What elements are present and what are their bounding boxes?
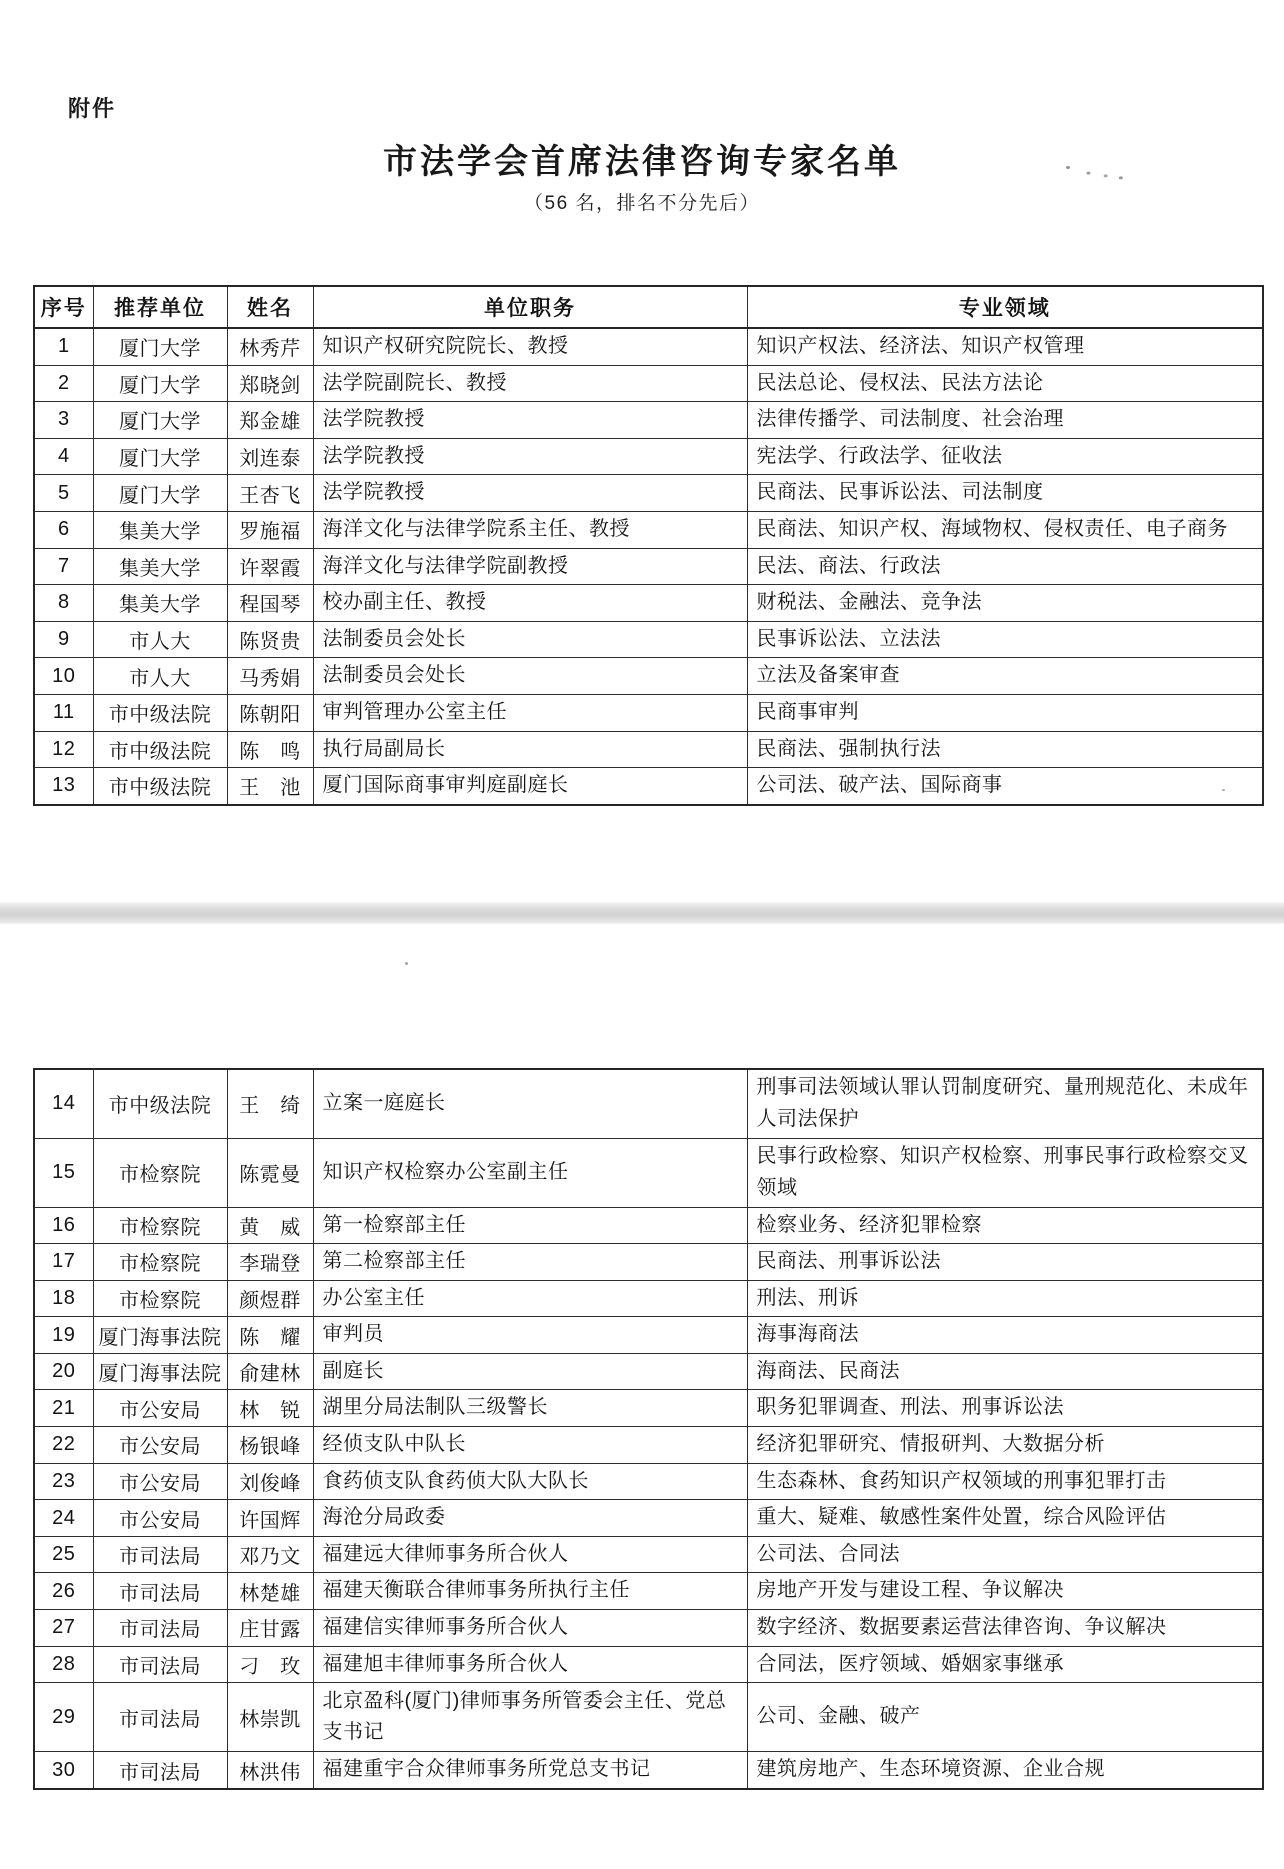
cell-name: 俞建林 xyxy=(227,1353,313,1390)
table-row xyxy=(34,585,1263,622)
cell-position: 福建旭丰律师事务所合伙人 xyxy=(313,1646,747,1683)
cell-name: 庄甘露 xyxy=(227,1610,313,1647)
cell-name: 马秀娟 xyxy=(227,658,313,695)
cell-unit: 市检察院 xyxy=(93,1138,227,1207)
cell-name: 杨银峰 xyxy=(227,1427,313,1464)
table-row xyxy=(34,1244,1263,1281)
cell-no: 19 xyxy=(34,1317,93,1354)
cell-no: 16 xyxy=(34,1207,93,1244)
cell-no: 12 xyxy=(34,731,93,768)
cell-no: 14 xyxy=(34,1069,93,1138)
table-row xyxy=(34,1427,1263,1464)
cell-unit: 市中级法院 xyxy=(93,768,227,805)
cell-no: 5 xyxy=(34,475,93,512)
cell-name: 颜煜群 xyxy=(227,1280,313,1317)
cell-no: 13 xyxy=(34,768,93,805)
cell-no: 17 xyxy=(34,1244,93,1281)
table-row xyxy=(34,1573,1263,1610)
cell-field: 建筑房地产、生态环境资源、企业合规 xyxy=(747,1752,1263,1789)
cell-field: 民商法、刑事诉讼法 xyxy=(747,1244,1263,1281)
cell-field: 公司法、合同法 xyxy=(747,1536,1263,1573)
cell-position: 海洋文化与法律学院副教授 xyxy=(313,548,747,585)
table-row xyxy=(34,511,1263,548)
cell-field: 公司、金融、破产 xyxy=(747,1683,1263,1752)
cell-position: 湖里分局法制队三级警长 xyxy=(313,1390,747,1427)
cell-position: 立案一庭庭长 xyxy=(313,1069,747,1138)
cell-position: 法学院副院长、教授 xyxy=(313,365,747,402)
table-row xyxy=(34,1317,1263,1354)
cell-no: 29 xyxy=(34,1683,93,1752)
cell-position: 法学院教授 xyxy=(313,438,747,475)
cell-field: 生态森林、食药知识产权领域的刑事犯罪打击 xyxy=(747,1463,1263,1500)
cell-unit: 市中级法院 xyxy=(93,694,227,731)
cell-name: 罗施福 xyxy=(227,511,313,548)
cell-name: 刘俊峰 xyxy=(227,1463,313,1500)
cell-name: 林洪伟 xyxy=(227,1752,313,1789)
cell-field: 知识产权法、经济法、知识产权管理 xyxy=(747,328,1263,365)
cell-unit: 厦门海事法院 xyxy=(93,1317,227,1354)
cell-no: 11 xyxy=(34,694,93,731)
cell-unit: 厦门大学 xyxy=(93,328,227,365)
table-row xyxy=(34,1610,1263,1647)
cell-name: 郑金雄 xyxy=(227,402,313,439)
cell-position: 办公室主任 xyxy=(313,1280,747,1317)
column-header-field: 专业领域 xyxy=(747,286,1263,328)
page-separator-band xyxy=(0,903,1284,923)
table-row xyxy=(34,1207,1263,1244)
attachment-label: 附件 xyxy=(68,96,117,121)
cell-position: 食药侦支队食药侦大队大队长 xyxy=(313,1463,747,1500)
cell-position: 海沧分局政委 xyxy=(313,1500,747,1537)
cell-field: 民商法、强制执行法 xyxy=(747,731,1263,768)
table-row xyxy=(34,621,1263,658)
cell-field: 海商法、民商法 xyxy=(747,1353,1263,1390)
cell-field: 检察业务、经济犯罪检察 xyxy=(747,1207,1263,1244)
cell-position: 北京盈科(厦门)律师事务所管委会主任、党总支书记 xyxy=(313,1683,747,1752)
cell-position: 法制委员会处长 xyxy=(313,658,747,695)
expert-roster-table-page2 xyxy=(33,1068,1264,1790)
cell-unit: 市中级法院 xyxy=(93,1069,227,1138)
column-header-no: 序号 xyxy=(34,286,93,328)
cell-name: 林秀芹 xyxy=(227,328,313,365)
table-header xyxy=(34,286,1263,328)
cell-unit: 市公安局 xyxy=(93,1463,227,1500)
table-header-row xyxy=(34,286,1263,328)
table-row xyxy=(34,694,1263,731)
cell-field: 经济犯罪研究、情报研判、大数据分析 xyxy=(747,1427,1263,1464)
cell-unit: 集美大学 xyxy=(93,585,227,622)
cell-no: 23 xyxy=(34,1463,93,1500)
cell-position: 法学院教授 xyxy=(313,402,747,439)
table-row xyxy=(34,438,1263,475)
cell-name: 陈 耀 xyxy=(227,1317,313,1354)
cell-position: 海洋文化与法律学院系主任、教授 xyxy=(313,511,747,548)
cell-unit: 厦门大学 xyxy=(93,365,227,402)
table-row xyxy=(34,1500,1263,1537)
cell-field: 重大、疑难、敏感性案件处置，综合风险评估 xyxy=(747,1500,1263,1537)
cell-no: 22 xyxy=(34,1427,93,1464)
table-row xyxy=(34,1536,1263,1573)
cell-position: 副庭长 xyxy=(313,1353,747,1390)
cell-no: 6 xyxy=(34,511,93,548)
cell-name: 许翠霞 xyxy=(227,548,313,585)
cell-name: 刁 玫 xyxy=(227,1646,313,1683)
cell-position: 福建天衡联合律师事务所执行主任 xyxy=(313,1573,747,1610)
cell-unit: 市公安局 xyxy=(93,1500,227,1537)
cell-name: 程国琴 xyxy=(227,585,313,622)
cell-field: 宪法学、行政法学、征收法 xyxy=(747,438,1263,475)
cell-name: 陈 鸣 xyxy=(227,731,313,768)
cell-unit: 厦门大学 xyxy=(93,402,227,439)
cell-field: 公司法、破产法、国际商事 xyxy=(747,768,1263,805)
cell-no: 4 xyxy=(34,438,93,475)
cell-field: 民事行政检察、知识产权检察、刑事民事行政检察交叉领域 xyxy=(747,1138,1263,1207)
cell-no: 2 xyxy=(34,365,93,402)
cell-unit: 市司法局 xyxy=(93,1536,227,1573)
table-row xyxy=(34,658,1263,695)
cell-no: 1 xyxy=(34,328,93,365)
cell-field: 海事海商法 xyxy=(747,1317,1263,1354)
cell-no: 20 xyxy=(34,1353,93,1390)
table-row xyxy=(34,1463,1263,1500)
cell-field: 民商法、知识产权、海域物权、侵权责任、电子商务 xyxy=(747,511,1263,548)
cell-position: 法学院教授 xyxy=(313,475,747,512)
cell-position: 厦门国际商事审判庭副庭长 xyxy=(313,768,747,805)
cell-no: 30 xyxy=(34,1752,93,1789)
column-header-name: 姓名 xyxy=(227,286,313,328)
cell-field: 立法及备案审查 xyxy=(747,658,1263,695)
cell-field: 民商法、民事诉讼法、司法制度 xyxy=(747,475,1263,512)
cell-name: 陈贤贵 xyxy=(227,621,313,658)
cell-name: 陈霓曼 xyxy=(227,1138,313,1207)
cell-position: 知识产权检察办公室副主任 xyxy=(313,1138,747,1207)
table-row xyxy=(34,548,1263,585)
cell-no: 24 xyxy=(34,1500,93,1537)
cell-name: 林崇凯 xyxy=(227,1683,313,1752)
table-row xyxy=(34,1280,1263,1317)
cell-name: 郑晓剑 xyxy=(227,365,313,402)
cell-name: 黄 威 xyxy=(227,1207,313,1244)
cell-unit: 市检察院 xyxy=(93,1207,227,1244)
cell-unit: 市公安局 xyxy=(93,1390,227,1427)
cell-position: 执行局副局长 xyxy=(313,731,747,768)
cell-field: 民法、商法、行政法 xyxy=(747,548,1263,585)
cell-name: 李瑞登 xyxy=(227,1244,313,1281)
table-row xyxy=(34,1138,1263,1207)
cell-field: 民法总论、侵权法、民法方法论 xyxy=(747,365,1263,402)
cell-name: 刘连泰 xyxy=(227,438,313,475)
cell-unit: 市中级法院 xyxy=(93,731,227,768)
cell-name: 邓乃文 xyxy=(227,1536,313,1573)
document-subtitle: （56 名，排名不分先后） xyxy=(524,193,760,214)
cell-position: 福建远大律师事务所合伙人 xyxy=(313,1536,747,1573)
cell-position: 审判管理办公室主任 xyxy=(313,694,747,731)
cell-unit: 市检察院 xyxy=(93,1280,227,1317)
cell-name: 陈朝阳 xyxy=(227,694,313,731)
cell-no: 21 xyxy=(34,1390,93,1427)
cell-no: 27 xyxy=(34,1610,93,1647)
cell-field: 房地产开发与建设工程、争议解决 xyxy=(747,1573,1263,1610)
cell-field: 法律传播学、司法制度、社会治理 xyxy=(747,402,1263,439)
table-row xyxy=(34,328,1263,365)
cell-no: 10 xyxy=(34,658,93,695)
cell-unit: 市人大 xyxy=(93,658,227,695)
cell-name: 王 绮 xyxy=(227,1069,313,1138)
cell-no: 15 xyxy=(34,1138,93,1207)
cell-field: 民事诉讼法、立法法 xyxy=(747,621,1263,658)
column-header-unit: 推荐单位 xyxy=(93,286,227,328)
cell-unit: 市司法局 xyxy=(93,1573,227,1610)
cell-field: 刑事司法领域认罪认罚制度研究、量刑规范化、未成年人司法保护 xyxy=(747,1069,1263,1138)
table-row xyxy=(34,731,1263,768)
cell-no: 3 xyxy=(34,402,93,439)
cell-position: 法制委员会处长 xyxy=(313,621,747,658)
cell-position: 经侦支队中队长 xyxy=(313,1427,747,1464)
table-row xyxy=(34,1069,1263,1138)
cell-name: 林 锐 xyxy=(227,1390,313,1427)
cell-no: 26 xyxy=(34,1573,93,1610)
cell-position: 福建信实律师事务所合伙人 xyxy=(313,1610,747,1647)
cell-no: 9 xyxy=(34,621,93,658)
cell-unit: 市检察院 xyxy=(93,1244,227,1281)
cell-field: 职务犯罪调查、刑法、刑事诉讼法 xyxy=(747,1390,1263,1427)
cell-unit: 集美大学 xyxy=(93,548,227,585)
cell-unit: 市司法局 xyxy=(93,1646,227,1683)
cell-unit: 市公安局 xyxy=(93,1427,227,1464)
cell-no: 18 xyxy=(34,1280,93,1317)
cell-field: 合同法，医疗领域、婚姻家事继承 xyxy=(747,1646,1263,1683)
cell-field: 财税法、金融法、竞争法 xyxy=(747,585,1263,622)
cell-no: 28 xyxy=(34,1646,93,1683)
cell-unit: 市人大 xyxy=(93,621,227,658)
cell-name: 林楚雄 xyxy=(227,1573,313,1610)
cell-position: 福建重宇合众律师事务所党总支书记 xyxy=(313,1752,747,1789)
table-row xyxy=(34,1752,1263,1789)
cell-no: 25 xyxy=(34,1536,93,1573)
cell-unit: 厦门大学 xyxy=(93,475,227,512)
page-title: 市法学会首席法律咨询专家名单 xyxy=(383,143,901,181)
column-header-position: 单位职务 xyxy=(313,286,747,328)
table-row xyxy=(34,768,1263,805)
cell-position: 审判员 xyxy=(313,1317,747,1354)
cell-name: 许国辉 xyxy=(227,1500,313,1537)
cell-unit: 市司法局 xyxy=(93,1752,227,1789)
cell-field: 民商事审判 xyxy=(747,694,1263,731)
scan-speck xyxy=(405,962,408,965)
cell-unit: 市司法局 xyxy=(93,1683,227,1752)
expert-roster-table-page1 xyxy=(33,285,1264,806)
cell-unit: 厦门海事法院 xyxy=(93,1353,227,1390)
table-row xyxy=(34,1353,1263,1390)
cell-unit: 集美大学 xyxy=(93,511,227,548)
table-row xyxy=(34,402,1263,439)
cell-no: 8 xyxy=(34,585,93,622)
cell-field: 数字经济、数据要素运营法律咨询、争议解决 xyxy=(747,1610,1263,1647)
cell-position: 知识产权研究院院长、教授 xyxy=(313,328,747,365)
cell-position: 第一检察部主任 xyxy=(313,1207,747,1244)
cell-no: 7 xyxy=(34,548,93,585)
table-row xyxy=(34,1390,1263,1427)
cell-unit: 市司法局 xyxy=(93,1610,227,1647)
cell-name: 王 池 xyxy=(227,768,313,805)
table-row xyxy=(34,475,1263,512)
cell-position: 校办副主任、教授 xyxy=(313,585,747,622)
cell-position: 第二检察部主任 xyxy=(313,1244,747,1281)
table-row xyxy=(34,1683,1263,1752)
cell-field: 刑法、刑诉 xyxy=(747,1280,1263,1317)
table-row xyxy=(34,365,1263,402)
cell-name: 王杏飞 xyxy=(227,475,313,512)
table-row xyxy=(34,1646,1263,1683)
cell-unit: 厦门大学 xyxy=(93,438,227,475)
